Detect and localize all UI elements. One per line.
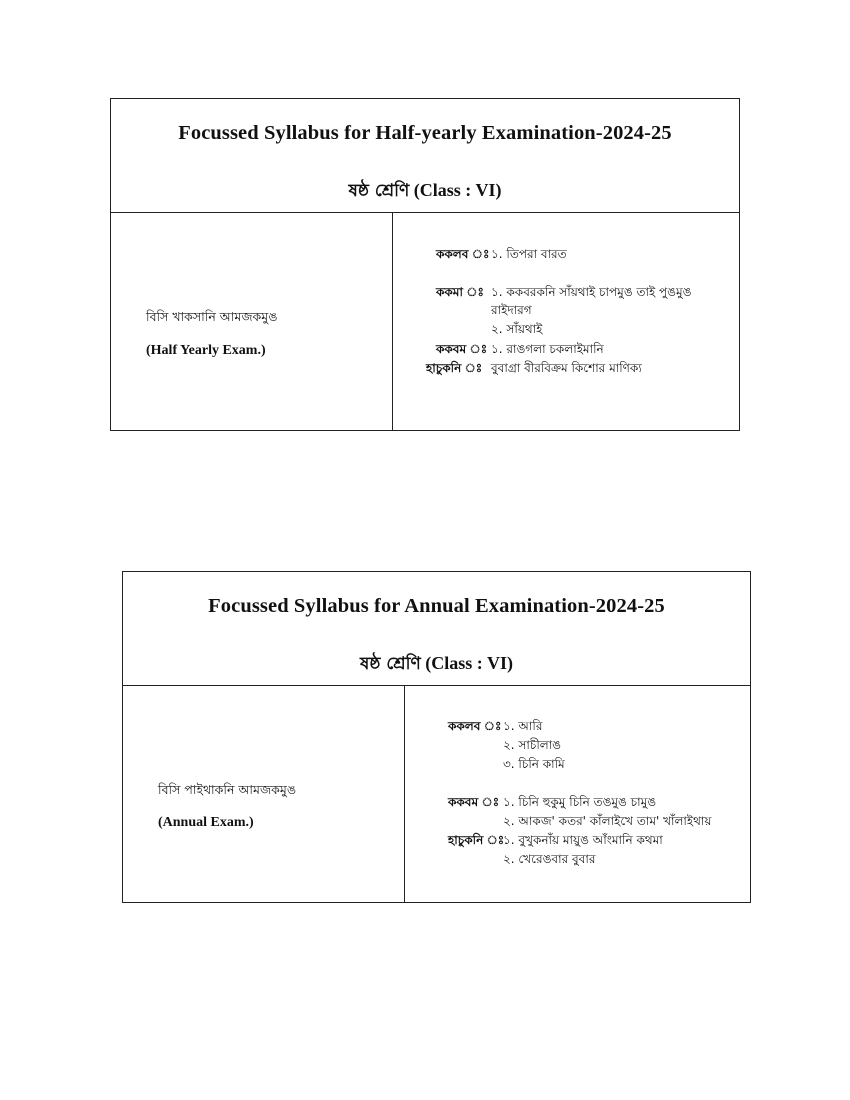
- syllabus-item: ২. সাচীলাঙ: [503, 738, 561, 752]
- half-yearly-content-column: [393, 212, 739, 430]
- annual-title: Focussed Syllabus for Annual Examination-2024-25: [208, 595, 665, 617]
- section-label-kakma: ককমা ঃ: [436, 285, 484, 299]
- annual-exam-name-en: (Annual Exam.): [158, 815, 254, 830]
- syllabus-item: ২. খেরেঙবার বুবার: [503, 852, 596, 866]
- syllabus-item: ১. রাঙগলা চকলাইমানি: [491, 342, 604, 356]
- syllabus-item: ২. আকজ' কতর' কাঁলাইখে তাম' খাঁলাইথায়: [503, 814, 712, 828]
- annual-syllabus-box: [122, 571, 751, 903]
- annual-class-bn: ষষ্ঠ শ্রেণি: [360, 654, 421, 674]
- annual-exam-column: [123, 685, 405, 902]
- half-yearly-exam-name-en: (Half Yearly Exam.): [146, 343, 266, 358]
- section-label-kaklab: ককলব ঃ: [436, 247, 490, 261]
- annual-class: [123, 651, 750, 679]
- half-yearly-title: Focussed Syllabus for Half-yearly Examination-2024-25: [178, 122, 672, 144]
- annual-class-en: (Class : VI): [425, 653, 513, 673]
- syllabus-item: রাইদারগ: [491, 303, 532, 317]
- section-label-kakbam: ককবম ঃ: [448, 795, 500, 809]
- syllabus-item: ১. বুখুকনাঁয় মায়ুঙ আঁংমানি কথমা: [503, 833, 663, 847]
- half-yearly-exam-column: [111, 212, 393, 430]
- section-label-kaklab: ককলব ঃ: [448, 719, 502, 733]
- half-yearly-exam-name-bn: বিসি খাকসানি আমজকমুঙ: [146, 309, 278, 324]
- section-label-hachukni: হাচুকনি ঃ: [448, 833, 505, 847]
- syllabus-item: ১. চিনি হুকুমু চিনি তঙমুঙ চামুঙ: [503, 795, 657, 809]
- syllabus-item: ২. সাঁয়থাই: [491, 322, 543, 336]
- half-yearly-syllabus-box: [110, 98, 740, 431]
- section-label-hachukni: হাচুকনি ঃ: [426, 361, 483, 375]
- annual-header: [123, 572, 750, 686]
- half-yearly-class: [111, 178, 739, 206]
- syllabus-item: ১. আরি: [503, 719, 543, 733]
- syllabus-item: ১. ককবরকনি সাঁয়থাই চাপমুঙ তাই পুঙমুঙ: [491, 285, 692, 299]
- annual-content-column: [405, 685, 750, 902]
- syllabus-item: ১. তিপরা বারত: [491, 247, 567, 261]
- half-yearly-class-bn: ষষ্ঠ শ্রেণি: [348, 181, 410, 201]
- half-yearly-header: [111, 99, 739, 213]
- section-label-kakbam: ককবম ঃ: [436, 342, 488, 356]
- annual-exam-name-bn: বিসি পাইথাকনি আমজকমুঙ: [158, 782, 296, 797]
- syllabus-item: ৩. চিনি কামি: [503, 757, 565, 771]
- half-yearly-class-en: (Class : VI): [413, 180, 502, 200]
- syllabus-item: বুবাগ্রা বীরবিক্রম কিশোর মাণিক্য: [491, 361, 642, 375]
